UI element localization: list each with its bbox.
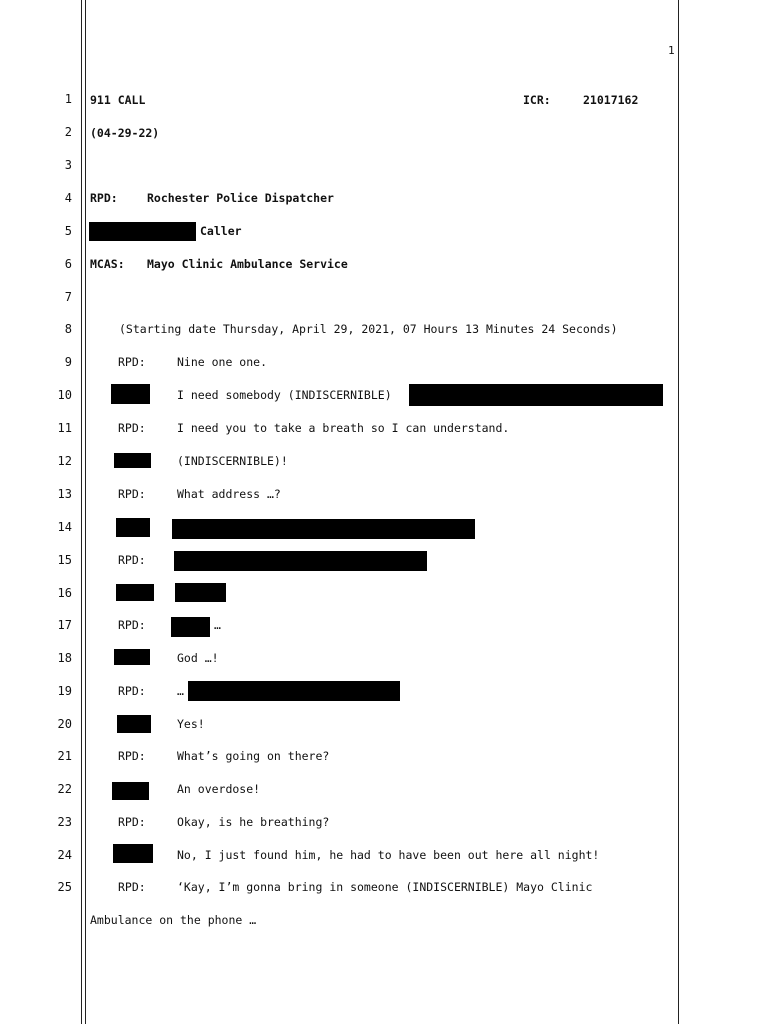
- line-number: 21: [57, 749, 72, 763]
- line-number: 3: [64, 158, 72, 172]
- start-time-note: (Starting date Thursday, April 29, 2021, 07 Hours 13 Minutes 24 Seconds): [119, 322, 618, 336]
- line-number: 11: [57, 421, 72, 435]
- rpd-code: RPD:: [90, 191, 118, 205]
- document-title: 911 CALL: [90, 93, 146, 107]
- redaction-bar: [112, 782, 149, 800]
- transcript-line: What’s going on there?: [177, 749, 330, 763]
- transcript-line: No, I just found him, he had to have been out here all night!: [177, 848, 600, 862]
- transcript-line: ‘Kay, I’m gonna bring in someone (INDISCERNIBLE) Mayo Clinic: [177, 880, 593, 894]
- transcript-line: Nine one one.: [177, 355, 268, 369]
- left-margin-rule-outer: [81, 0, 82, 1024]
- line-number: 16: [57, 586, 72, 600]
- redaction-bar: [174, 551, 427, 571]
- line-number: 1: [64, 92, 72, 106]
- left-margin-rule-inner: [85, 0, 86, 1024]
- redaction-bar: [113, 844, 153, 863]
- line-number: 22: [57, 782, 72, 796]
- line-number: 10: [57, 388, 72, 402]
- redaction-bar: [116, 518, 150, 537]
- line-number: 12: [57, 454, 72, 468]
- line-number: 23: [57, 815, 72, 829]
- speaker-label: RPD:: [118, 618, 146, 632]
- transcript-line: I need somebody (INDISCERNIBLE): [177, 388, 392, 402]
- line-number: 2: [64, 125, 72, 139]
- line-number: 5: [64, 224, 72, 238]
- mcas-description: Mayo Clinic Ambulance Service: [147, 257, 348, 271]
- transcript-line: (INDISCERNIBLE)!: [177, 454, 288, 468]
- line-number: 9: [64, 355, 72, 369]
- rpd-description: Rochester Police Dispatcher: [147, 191, 334, 205]
- transcript-line: …: [214, 618, 221, 632]
- page-number: 1: [668, 44, 675, 57]
- line-number: 14: [57, 520, 72, 534]
- line-number: 13: [57, 487, 72, 501]
- line-number: 20: [57, 717, 72, 731]
- line-number: 7: [64, 290, 72, 304]
- line-number: 18: [57, 651, 72, 665]
- mcas-code: MCAS:: [90, 257, 125, 271]
- caller-description: Caller: [200, 224, 242, 238]
- transcript-line: Yes!: [177, 717, 205, 731]
- speaker-label: RPD:: [118, 421, 146, 435]
- transcript-line: God …!: [177, 651, 219, 665]
- icr-label: ICR:: [523, 93, 551, 107]
- line-number: 6: [64, 257, 72, 271]
- icr-value: 21017162: [583, 93, 639, 107]
- line-number: 25: [57, 880, 72, 894]
- speaker-label: RPD:: [118, 355, 146, 369]
- speaker-label: RPD:: [118, 553, 146, 567]
- line-number: 15: [57, 553, 72, 567]
- speaker-label: RPD:: [118, 880, 146, 894]
- redaction-bar: [175, 583, 226, 602]
- line-number: 24: [57, 848, 72, 862]
- right-margin-rule: [678, 0, 679, 1024]
- line-number: 17: [57, 618, 72, 632]
- redaction-bar: [116, 584, 154, 601]
- speaker-label: RPD:: [118, 815, 146, 829]
- speaker-label: RPD:: [118, 487, 146, 501]
- speaker-label: RPD:: [118, 684, 146, 698]
- document-date: (04-29-22): [90, 126, 160, 140]
- redaction-bar: [188, 681, 400, 701]
- transcript-line: I need you to take a breath so I can understand.: [177, 421, 510, 435]
- redaction-bar: [89, 222, 196, 241]
- redaction-bar: [171, 617, 210, 637]
- transcript-line: …: [177, 684, 184, 698]
- transcript-line: An overdose!: [177, 782, 261, 796]
- redaction-bar: [114, 649, 150, 665]
- transcript-line: Okay, is he breathing?: [177, 815, 330, 829]
- redaction-bar: [111, 384, 150, 404]
- redaction-bar: [172, 519, 475, 539]
- speaker-label: RPD:: [118, 749, 146, 763]
- line-number: 8: [64, 322, 72, 336]
- transcript-line-continuation: Ambulance on the phone …: [90, 913, 257, 927]
- redaction-bar: [117, 715, 151, 733]
- redaction-bar: [409, 384, 663, 406]
- line-number: 4: [64, 191, 72, 205]
- transcript-line: What address …?: [177, 487, 281, 501]
- redaction-bar: [114, 453, 151, 468]
- line-number: 19: [57, 684, 72, 698]
